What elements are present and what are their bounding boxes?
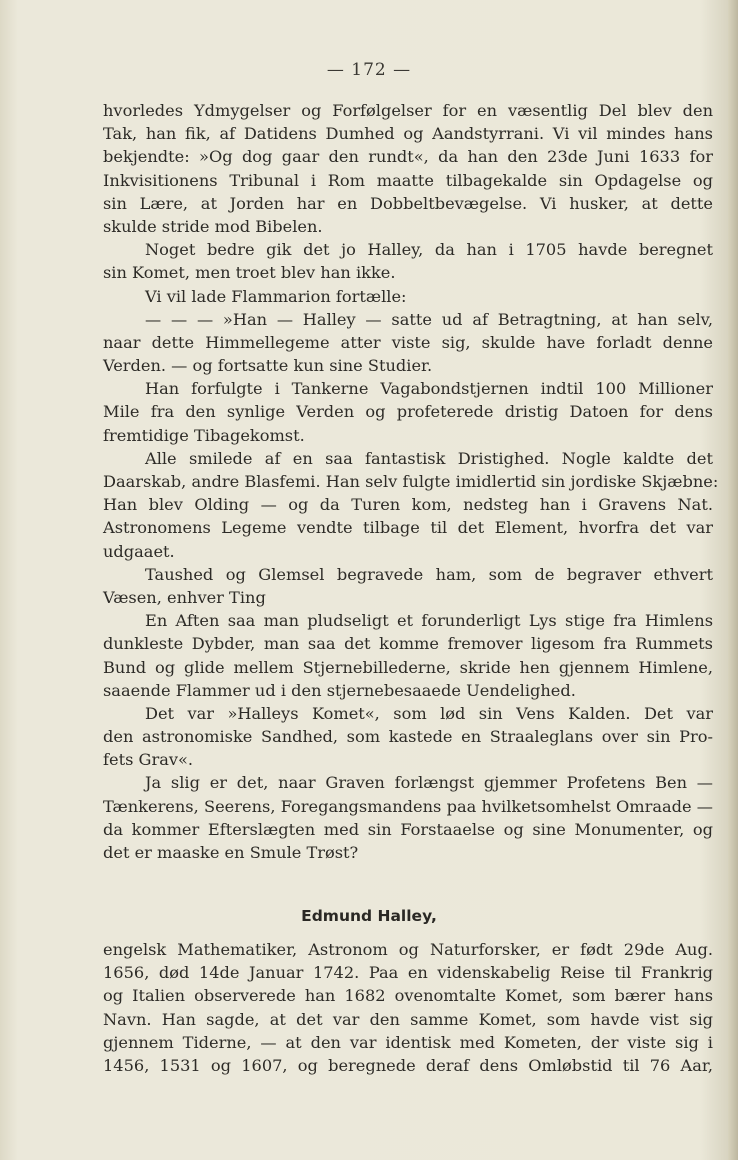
text-line: Astronomens Legeme vendte tilbage til det Element, hvorfra det var [103, 518, 713, 538]
text-line: Mile fra den synlige Verden og profeterede dristig Datoen for dens [103, 402, 713, 422]
text-line: Inkvisitionens Tribunal i Rom maatte tilbagekalde sin Opdagelse og [103, 170, 713, 190]
section-heading: Edmund Halley, [301, 907, 437, 925]
bio-line: gjennem Tiderne, — at den var identisk med Kometen, der viste sig i [103, 1032, 713, 1052]
text-line: bekjendte: »Og dog gaar den rundt«, da han den 23de Juni 1633 for [103, 147, 713, 167]
text-line: Væsen, enhver Ting [103, 587, 266, 607]
text-line: fets Grav«. [103, 750, 194, 770]
text-line: — — — »Han — Halley — satte ud af Betragtning, at han selv, [145, 309, 713, 329]
text-line: saaende Flammer ud i den stjernebesaaede Uendelighed. [103, 680, 576, 700]
text-line: Verden. — og fortsatte kun sine Studier. [103, 356, 433, 376]
text-line: Han blev Olding — og da Turen kom, nedsteg han i Gravens Nat. [103, 495, 713, 515]
main-text [103, 99, 719, 864]
text-line: En Aften saa man pludseligt et forunderligt Lys stige fra Himlens [145, 611, 713, 631]
text-line: naar dette Himmellegeme atter viste sig, skulde have forladt denne [103, 332, 713, 352]
text-line: Det var »Halleys Komet«, som lød sin Vens Kalden. Det var [145, 703, 713, 723]
text-line: det er maaske en Smule Trøst? [103, 843, 359, 862]
text-line: Tænkerens, Seerens, Foregangsmandens paa hvilketsomhelst Omraade — [103, 796, 713, 816]
text-line: Taushed og Glemsel begravede ham, som de begraver ethvert [145, 564, 713, 584]
text-line: Han forfulgte i Tankerne Vagabondstjernen indtil 100 Millioner [145, 379, 713, 399]
text-line: Alle smilede af en saa fantastisk Dristighed. Nogle kaldte det [145, 448, 713, 468]
text-line: Noget bedre gik det jo Halley, da han i 1705 havde beregnet [145, 240, 713, 260]
text-line: den astronomiske Sandhed, som kastede en Straaleglans over sin Pro- [103, 727, 713, 747]
text-line: Bund og glide mellem Stjernebillederne, skride hen gjennem Himlene, [103, 657, 713, 677]
text-line: sin Lære, at Jorden har en Dobbeltbevægelse. Vi husker, at dette [103, 193, 713, 213]
text-line: Tak, han fik, af Datidens Dumhed og Aandstyrrani. Vi vil mindes hans [103, 124, 713, 144]
text-line: Ja slig er det, naar Graven forlængst gjemmer Profetens Ben — [145, 773, 713, 793]
text-line: skulde stride mod Bibelen. [103, 216, 323, 236]
text-line: fremtidige Tibagekomst. [103, 425, 305, 445]
text-line: Daarskab, andre Blasfemi. Han selv fulgte imidlertid sin jordiske Skjæbne: [103, 472, 719, 491]
page-number: — 172 — [326, 60, 412, 80]
page-edge [728, 0, 738, 1160]
text-line: da kommer Efterslægten med sin Forstaaelse og sine Monumenter, og [103, 819, 713, 839]
bio-line: 1656, død 14de Januar 1742. Paa en videnskabelig Reise til Frankrig [103, 963, 713, 983]
bio-line: Navn. Han sagde, at det var den samme Komet, som havde vist sig [103, 1009, 713, 1029]
text-line: hvorledes Ydmygelser og Forfølgelser for en væsentlig Del blev den [103, 101, 713, 120]
text-line: Vi vil lade Flammarion fortælle: [145, 286, 407, 306]
bio-line: 1456, 1531 og 1607, og beregnede deraf dens Omløbstid til 76 Aar, [103, 1055, 713, 1075]
bio-line: engelsk Mathematiker, Astronom og Naturforsker, er født 29de Aug. [103, 940, 713, 959]
bio-line: og Italien observerede han 1682 ovenomtalte Komet, som bærer hans [103, 986, 713, 1006]
text-line: sin Komet, men troet blev han ikke. [103, 263, 396, 283]
text-line: udgaaet. [103, 541, 175, 561]
biography-text [103, 938, 713, 1077]
text-line: dunkleste Dybder, man saa det komme fremover ligesom fra Rummets [103, 634, 713, 654]
